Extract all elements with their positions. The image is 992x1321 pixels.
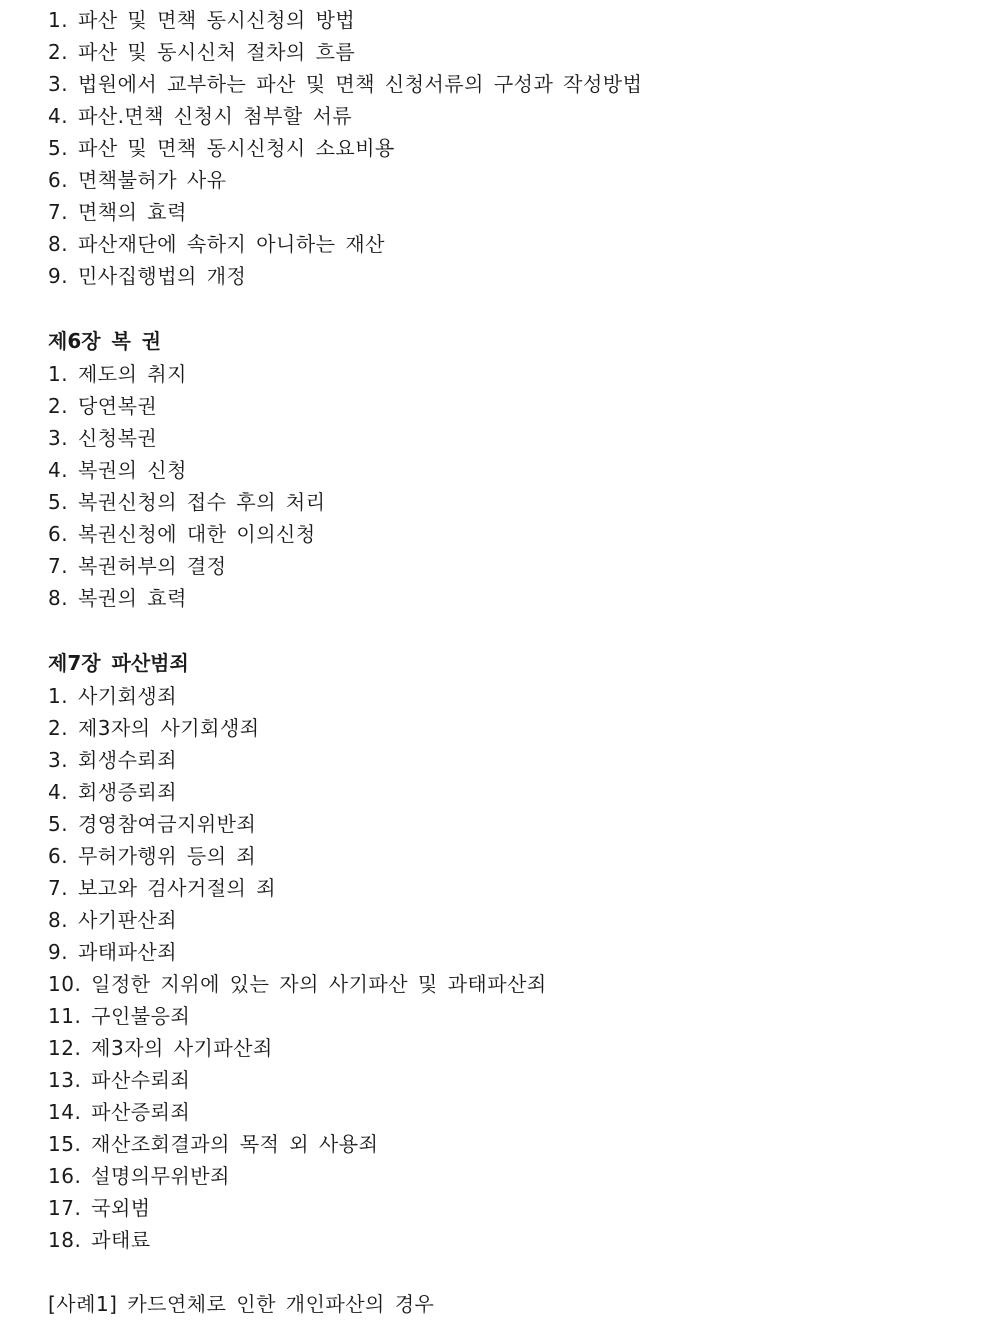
list-item: 14. 파산증뢰죄 [48,1100,191,1124]
list-item: 7. 면책의 효력 [48,200,187,224]
list-item: 7. 보고와 검사거절의 죄 [48,876,277,900]
list-item: 5. 경영참여금지위반죄 [48,812,257,836]
list-item: 5. 파산 및 면책 동시신청시 소요비용 [48,136,395,160]
list-item: 2. 제3자의 사기회생죄 [48,716,260,740]
list-item: 13. 파산수뢰죄 [48,1068,191,1092]
chapter7-list [48,680,968,1256]
list-item: 1. 사기회생죄 [48,684,178,708]
list-item: 3. 회생수뢰죄 [48,748,178,772]
list-item: 15. 재산조회결과의 목적 외 사용죄 [48,1132,379,1156]
list-item: 9. 민사집행법의 개정 [48,264,247,288]
list-item: 11. 구인불응죄 [48,1004,191,1028]
list-item: 8. 복권의 효력 [48,586,187,610]
document-page [48,4,968,1320]
chapter6-heading: 제6장 복 권 [48,329,162,353]
list-item: 2. 당연복권 [48,394,158,418]
list-item: 7. 복권허부의 결정 [48,554,227,578]
list-item: 18. 과태료 [48,1228,151,1252]
list-item: 4. 파산.면책 신청시 첨부할 서류 [48,104,353,128]
case-example-title: [사례1] 카드연체로 인한 개인파산의 경우 [48,1292,435,1316]
list-item: 4. 복권의 신청 [48,458,187,482]
chapter7-heading: 제7장 파산범죄 [48,651,189,675]
list-item: 8. 사기판산죄 [48,908,178,932]
list-item: 9. 과태파산죄 [48,940,178,964]
list-item: 8. 파산재단에 속하지 아니하는 재산 [48,232,385,256]
list-item: 4. 회생증뢰죄 [48,780,178,804]
list-item: 3. 신청복권 [48,426,158,450]
section5-list [48,4,968,292]
list-item: 1. 파산 및 면책 동시신청의 방법 [48,8,356,32]
chapter6-list [48,358,968,614]
list-item: 17. 국외범 [48,1196,151,1220]
list-item: 10. 일정한 지위에 있는 자의 사기파산 및 과태파산죄 [48,972,547,996]
list-item: 6. 복권신청에 대한 이의신청 [48,522,316,546]
list-item: 12. 제3자의 사기파산죄 [48,1036,273,1060]
list-item: 2. 파산 및 동시신처 절차의 흐름 [48,40,356,64]
list-item: 1. 제도의 취지 [48,362,187,386]
list-item: 3. 법원에서 교부하는 파산 및 면책 신청서류의 구성과 작성방법 [48,72,643,96]
list-item: 6. 면책불허가 사유 [48,168,227,192]
list-item: 6. 무허가행위 등의 죄 [48,844,257,868]
list-item: 16. 설명의무위반죄 [48,1164,230,1188]
list-item: 5. 복권신청의 접수 후의 처리 [48,490,326,514]
